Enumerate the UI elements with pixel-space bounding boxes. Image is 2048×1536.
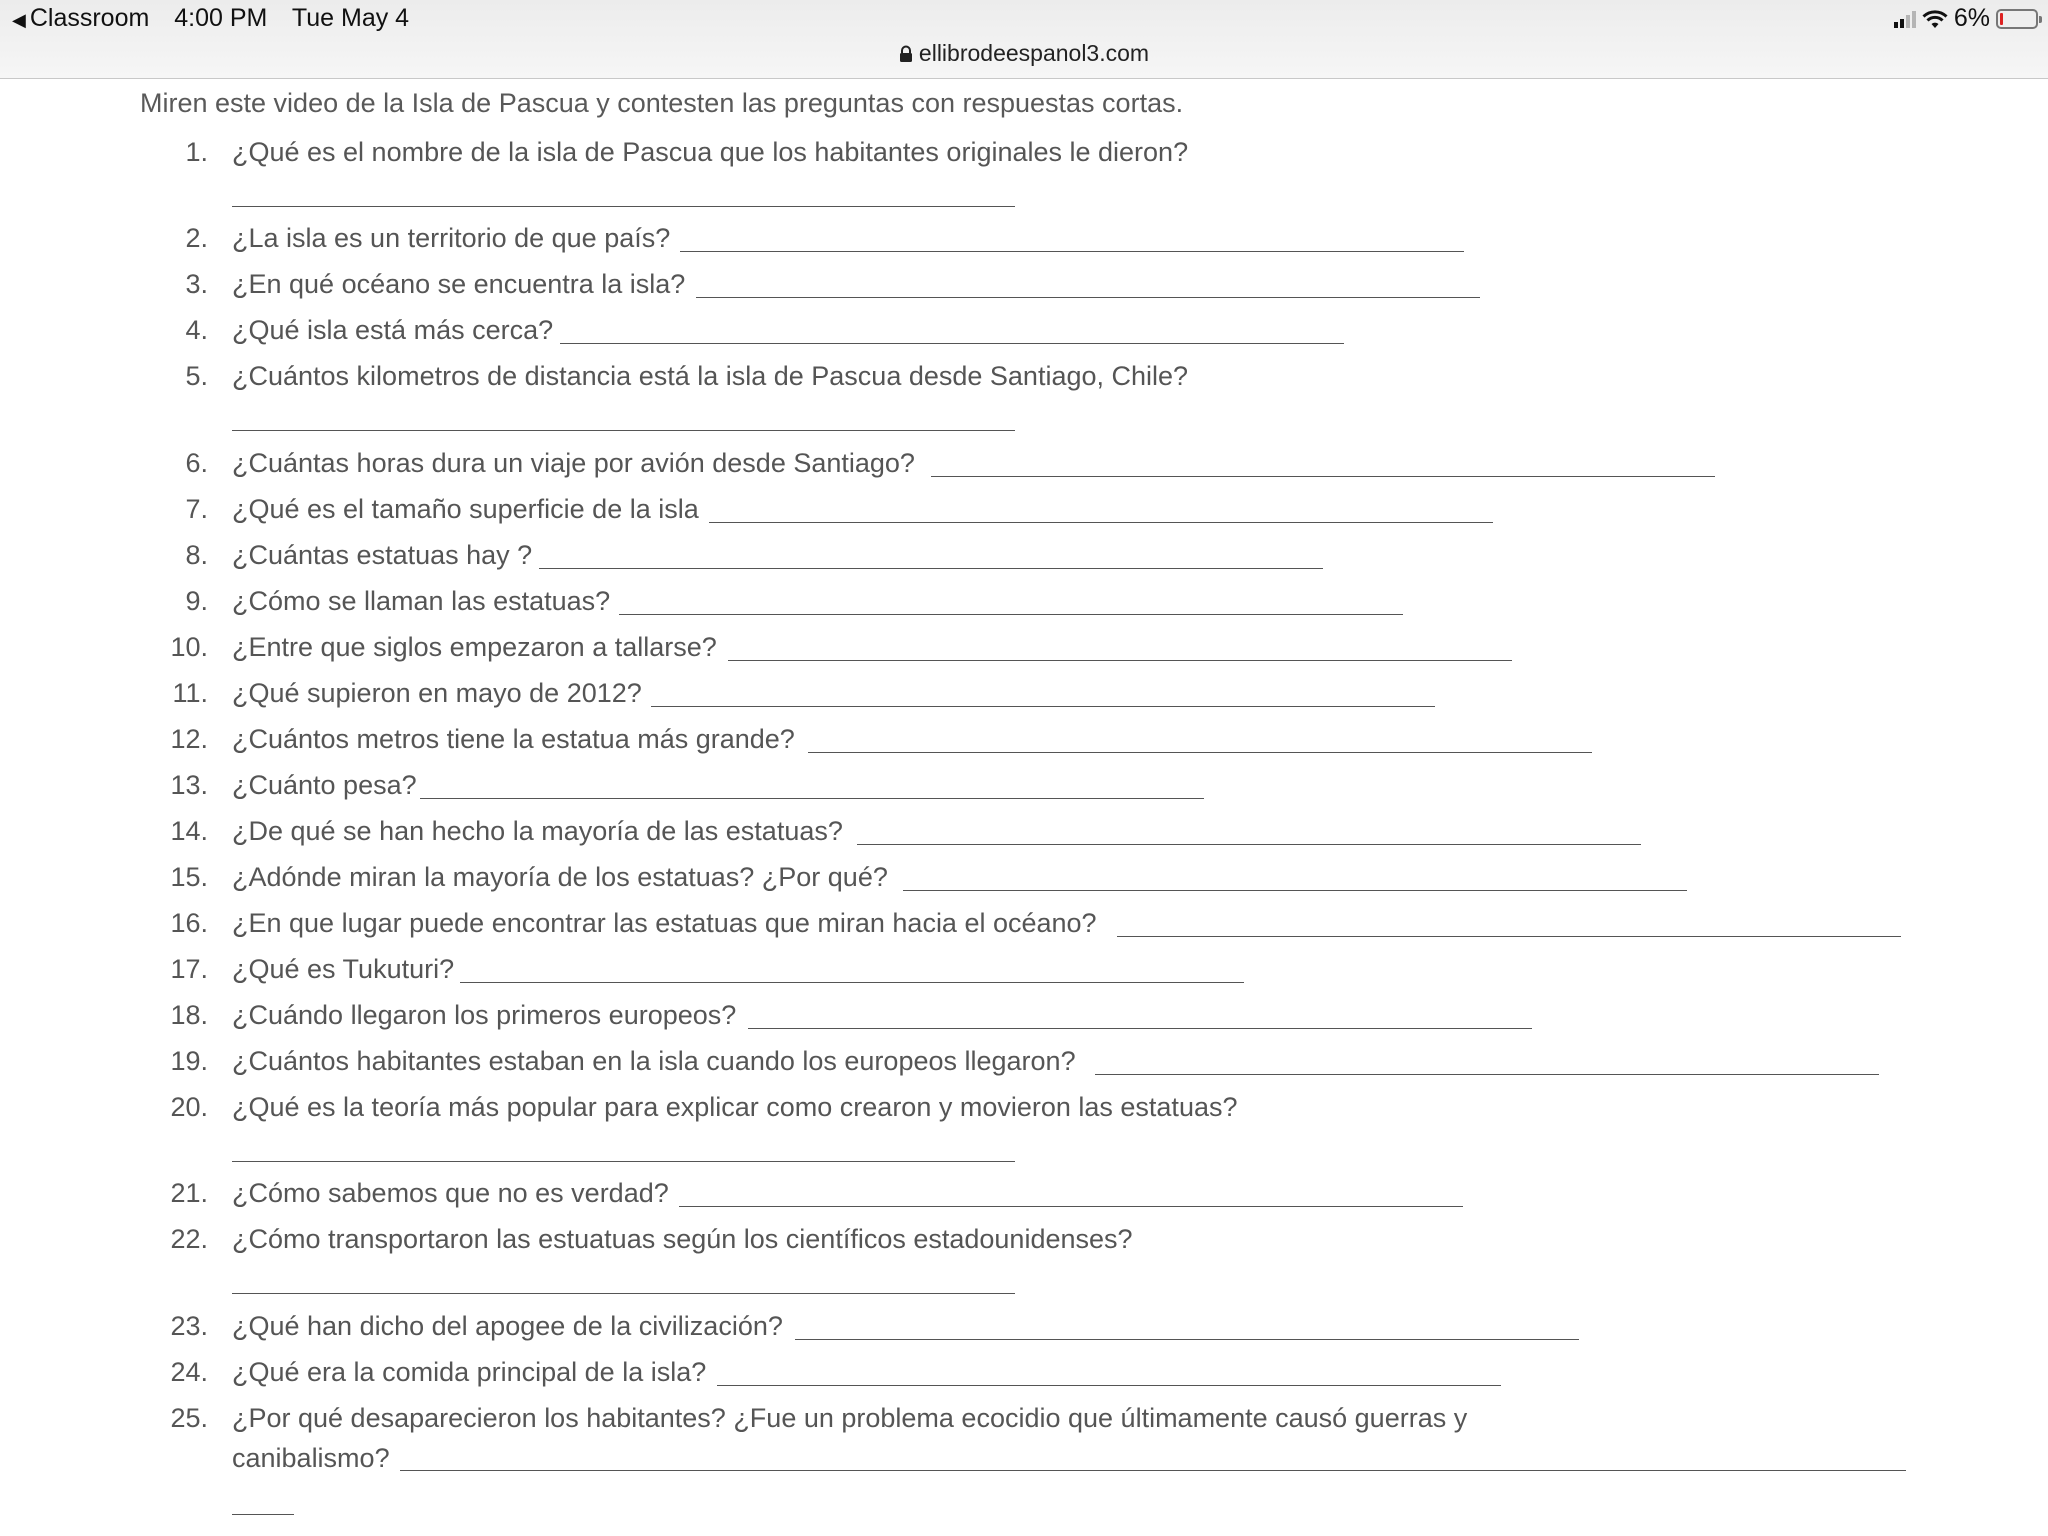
worksheet-instructions: Miren este video de la Isla de Pascua y contesten las preguntas con respuestas cortas. [140,88,1184,118]
question-number: 23. [170,1311,208,1341]
question-number: 5. [185,361,208,391]
question-number: 19. [170,1046,208,1076]
question-number: 25. [170,1403,208,1433]
question-number: 12. [170,724,208,754]
question-text: ¿Cuándo llegaron los primeros europeos? [232,1000,737,1030]
question-text: ¿En qué océano se encuentra la isla? [232,269,686,299]
question-text: ¿Cómo transportaron las estuatuas según los científicos estadounidenses? [232,1224,1133,1254]
wifi-icon [1922,9,1948,29]
question-text: ¿Cómo sabemos que no es verdad? [232,1178,669,1208]
answer-line-10[interactable] [728,660,1512,661]
battery-percent: 6% [1953,4,1990,32]
answer-line-8[interactable] [539,568,1323,569]
address-bar[interactable] [0,40,2048,67]
answer-line-6[interactable] [931,476,1715,477]
answer-line-22[interactable] [232,1293,1015,1294]
answer-line-5[interactable] [232,430,1015,431]
question-number: 17. [170,954,208,984]
back-arrow-icon[interactable]: ◀ [12,10,26,30]
status-bar-right [1894,4,2038,33]
question-number: 4. [185,315,208,345]
question-text: ¿Cómo se llaman las estatuas? [232,586,611,616]
question-text: ¿La isla es un territorio de que país? [232,223,671,253]
question-number: 8. [185,540,208,570]
answer-line-13[interactable] [420,798,1204,799]
question-text: ¿Qué isla está más cerca? [232,315,554,345]
question-text: ¿Qué es la teoría más popular para explicar como crearon y movieron las estatuas? [232,1092,1238,1122]
answer-line-17[interactable] [460,982,1244,983]
question-text: ¿De qué se han hecho la mayoría de las estatuas? [232,816,843,846]
answer-line-16[interactable] [1117,936,1901,937]
answer-line-18[interactable] [748,1028,1532,1029]
question-25-continuation: canibalismo? [232,1443,390,1473]
answer-line-4[interactable] [560,343,1344,344]
question-number: 18. [170,1000,208,1030]
question-number: 1. [185,137,208,167]
status-time: 4:00 PM [174,4,268,32]
answer-line-20[interactable] [232,1161,1015,1162]
question-text: ¿Adónde miran la mayoría de los estatuas? ¿Por qué? [232,862,888,892]
question-number: 9. [185,586,208,616]
question-text: ¿Entre que siglos empezaron a tallarse? [232,632,717,662]
question-text: ¿Qué era la comida principal de la isla? [232,1357,707,1387]
answer-line-2[interactable] [680,251,1464,252]
question-text: ¿Qué es Tukuturi? [232,954,455,984]
question-text: ¿Qué es el tamaño superficie de la isla [232,494,699,524]
question-text: ¿Cuánto pesa? [232,770,417,800]
question-number: 7. [185,494,208,524]
browser-chrome [0,0,2048,79]
question-number: 24. [170,1357,208,1387]
answer-line-9[interactable] [619,614,1403,615]
question-text: ¿En que lugar puede encontrar las estatuas que miran hacia el océano? [232,908,1097,938]
answer-line-23[interactable] [795,1339,1579,1340]
question-text: ¿Cuántas estatuas hay ? [232,540,533,570]
answer-line-11[interactable] [651,706,1435,707]
question-number: 14. [170,816,208,846]
answer-line-1[interactable] [232,206,1015,207]
answer-line-3[interactable] [696,297,1480,298]
answer-line-19[interactable] [1095,1074,1879,1075]
answer-line-15[interactable] [903,890,1687,891]
lock-icon [899,45,913,63]
answer-line-25[interactable] [400,1470,1906,1471]
answer-line-12[interactable] [808,752,1592,753]
question-number: 11. [172,678,208,708]
question-text: ¿Qué es el nombre de la isla de Pascua que los habitantes originales le dieron? [232,137,1189,167]
question-text: ¿Qué supieron en mayo de 2012? [232,678,642,708]
answer-line-7[interactable] [709,522,1493,523]
cellular-signal-icon [1894,10,1916,28]
status-bar-left [12,4,427,33]
question-number: 2. [185,223,208,253]
question-number: 21. [170,1178,208,1208]
question-number: 13. [170,770,208,800]
question-number: 20. [170,1092,208,1122]
question-text: ¿Cuántas horas dura un viaje por avión desde Santiago? [232,448,915,478]
question-text: ¿Por qué desaparecieron los habitantes? ¿Fue un problema ecocidio que últimamente causó guerras y [232,1403,1468,1433]
status-date: Tue May 4 [291,4,410,32]
answer-line-24[interactable] [717,1385,1501,1386]
question-number: 10. [170,632,208,662]
question-text: ¿Cuántos kilometros de distancia está la isla de Pascua desde Santiago, Chile? [232,361,1189,391]
question-number: 3. [185,269,208,299]
back-app-label[interactable]: Classroom [29,4,150,32]
question-number: 22. [170,1224,208,1254]
answer-line-21[interactable] [679,1206,1463,1207]
battery-icon [1996,9,2038,29]
question-text: ¿Cuántos metros tiene la estatua más grande? [232,724,795,754]
answer-line-25-overflow[interactable] [232,1514,294,1515]
question-number: 16. [170,908,208,938]
url-domain[interactable]: ellibrodeespanol3.com [918,40,1150,66]
question-number: 6. [185,448,208,478]
answer-line-14[interactable] [857,844,1641,845]
question-text: ¿Qué han dicho del apogee de la civilización? [232,1311,783,1341]
question-number: 15. [170,862,208,892]
question-text: ¿Cuántos habitantes estaban en la isla cuando los europeos llegaron? [232,1046,1076,1076]
